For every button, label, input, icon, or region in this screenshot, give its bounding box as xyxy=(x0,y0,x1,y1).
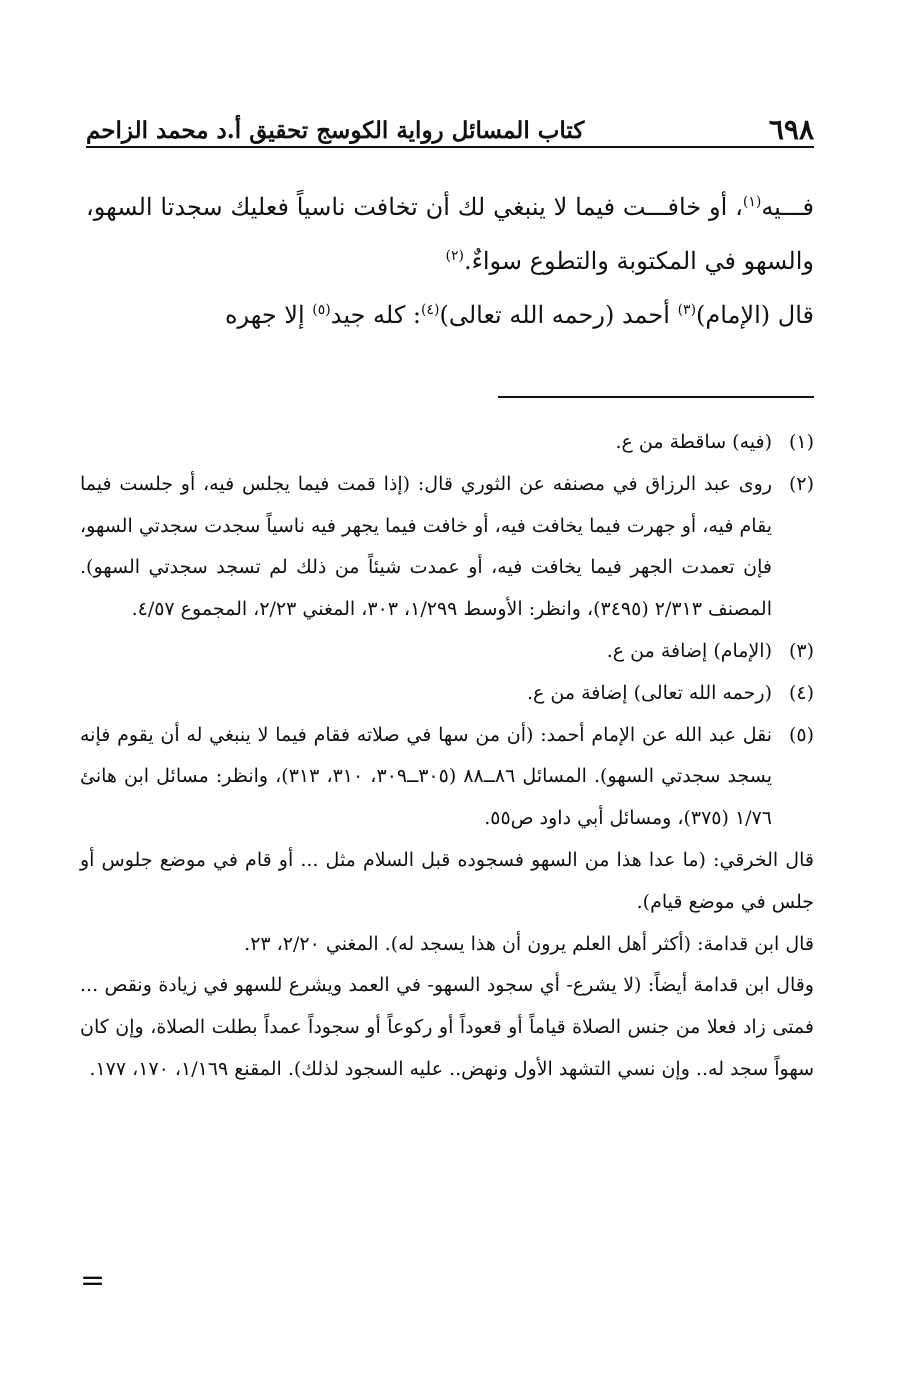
footnote-4 xyxy=(80,673,814,715)
footnote-marker: (٤) xyxy=(788,681,814,704)
footnote-5 xyxy=(80,715,814,840)
footnote-text: نقل عبد الله عن الإمام أحمد: (أن من سها في صلاته فقام فيما لا ينبغي له أن يقوم فإنه يسجد سجدتي السهو). المسائل ٨٦ــ٨٨ (٣٠٥ــ٣٠٩، ٣١٠، ٣١٣)، وانظر: مسائل ابن هانئ ١/٧٦ (٣٧٥)، ومسائل أبي داود ص٥٥. xyxy=(80,723,772,830)
footnote-2 xyxy=(80,464,814,631)
footnote-5-continuation-2: قال ابن قدامة: (أكثر أهل العلم يرون أن هذا يسجد له). المغني ٢/٢٠، ٢٣. xyxy=(244,932,814,955)
footnote-5-continuation-3: وقال ابن قدامة أيضاً: (لا يشرع- أي سجود السهو- في العمد ويشرع للسهو في زيادة ونقص ... فمتى زاد فعلا من جنس الصلاة قياماً أو قعوداً أو ركوعاً أو سجوداً عمداً بطلت الصلاة، وإن كان سهواً سجد له.. وإن نسي التشهد الأول ونهض.. عليه السجود لذلك). المقنع ١/١٦٩، ١٧٠، ١٧٧. xyxy=(80,974,814,1080)
footnote-ref-2[interactable]: (٢) xyxy=(445,248,464,264)
continuation-mark: = xyxy=(80,1263,106,1298)
main-paragraph-2: قال (الإمام)$^{(٣)}$ أحمد (رحمه الله تعالى)$^{(٤)}$: كله جيد$^{(٥)}$ إلا جهره xyxy=(224,301,814,329)
page-number: ٦٩٨ xyxy=(768,113,814,146)
footnote-3 xyxy=(80,631,814,673)
footnote-separator xyxy=(498,396,814,398)
footnote-ref-3[interactable]: (٣) xyxy=(677,302,697,318)
footnote-text: روى عبد الرزاق في مصنفه عن الثوري قال: (إذا قمت فيما يجلس فيه، أو جلست فيما يقام فيه، أو جهرت فيما يخافت فيه، أو خافت فيما يجهر فيه ناسياً سجدت سجدتي السهو، فإن تعمدت الجهر فيما يخافت فيه، أو عمدت شيئاً من ذلك لم تسجد سجدتي السهو). المصنف ٢/٣١٣ (٣٤٩٥)، وانظر: الأوسط ١/٢٩٩، ٣٠٣، المغني ٢/٢٣، المجموع ٤/٥٧. xyxy=(80,472,772,621)
footnote-5-continuation-1: قال الخرقي: (ما عدا هذا من السهو فسجوده قبل السلام مثل ... أو قام في موضع جلوس أو جلس في موضع قيام). xyxy=(80,848,814,913)
footnote-text: (رحمه الله تعالى) إضافة من ع. xyxy=(526,681,772,704)
main-text xyxy=(86,180,814,342)
footnote-ref-1[interactable]: (١) xyxy=(742,194,762,210)
footnote-marker: (٣) xyxy=(788,639,814,662)
footnote-1 xyxy=(80,422,814,464)
page-header xyxy=(86,100,814,144)
footnote-ref-5[interactable]: (٥) xyxy=(312,302,331,318)
footnote-marker: (٢) xyxy=(788,472,814,495)
footnote-text: (الإمام) إضافة من ع. xyxy=(606,639,772,662)
main-paragraph-1: فـــيه$^{(١)}$، أو خافـــت فيما لا ينبغي لك أن تخافت ناسياً فعليك سجدتا السهو، والسهو في المكتوبة والتطوع سواءٌ.$^{(٢)}$ xyxy=(86,193,814,275)
running-title: كتاب المسائل رواية الكوسج تحقيق أ.د محمد الزاحم xyxy=(86,117,585,144)
header-rule xyxy=(86,146,814,148)
footnote-text: (فيه) ساقطة من ع. xyxy=(615,431,772,453)
footnote-marker: (١) xyxy=(788,431,814,453)
footnote-marker: (٥) xyxy=(788,723,814,746)
footnotes xyxy=(80,422,814,1091)
footnote-ref-4[interactable]: (٤) xyxy=(421,302,440,318)
